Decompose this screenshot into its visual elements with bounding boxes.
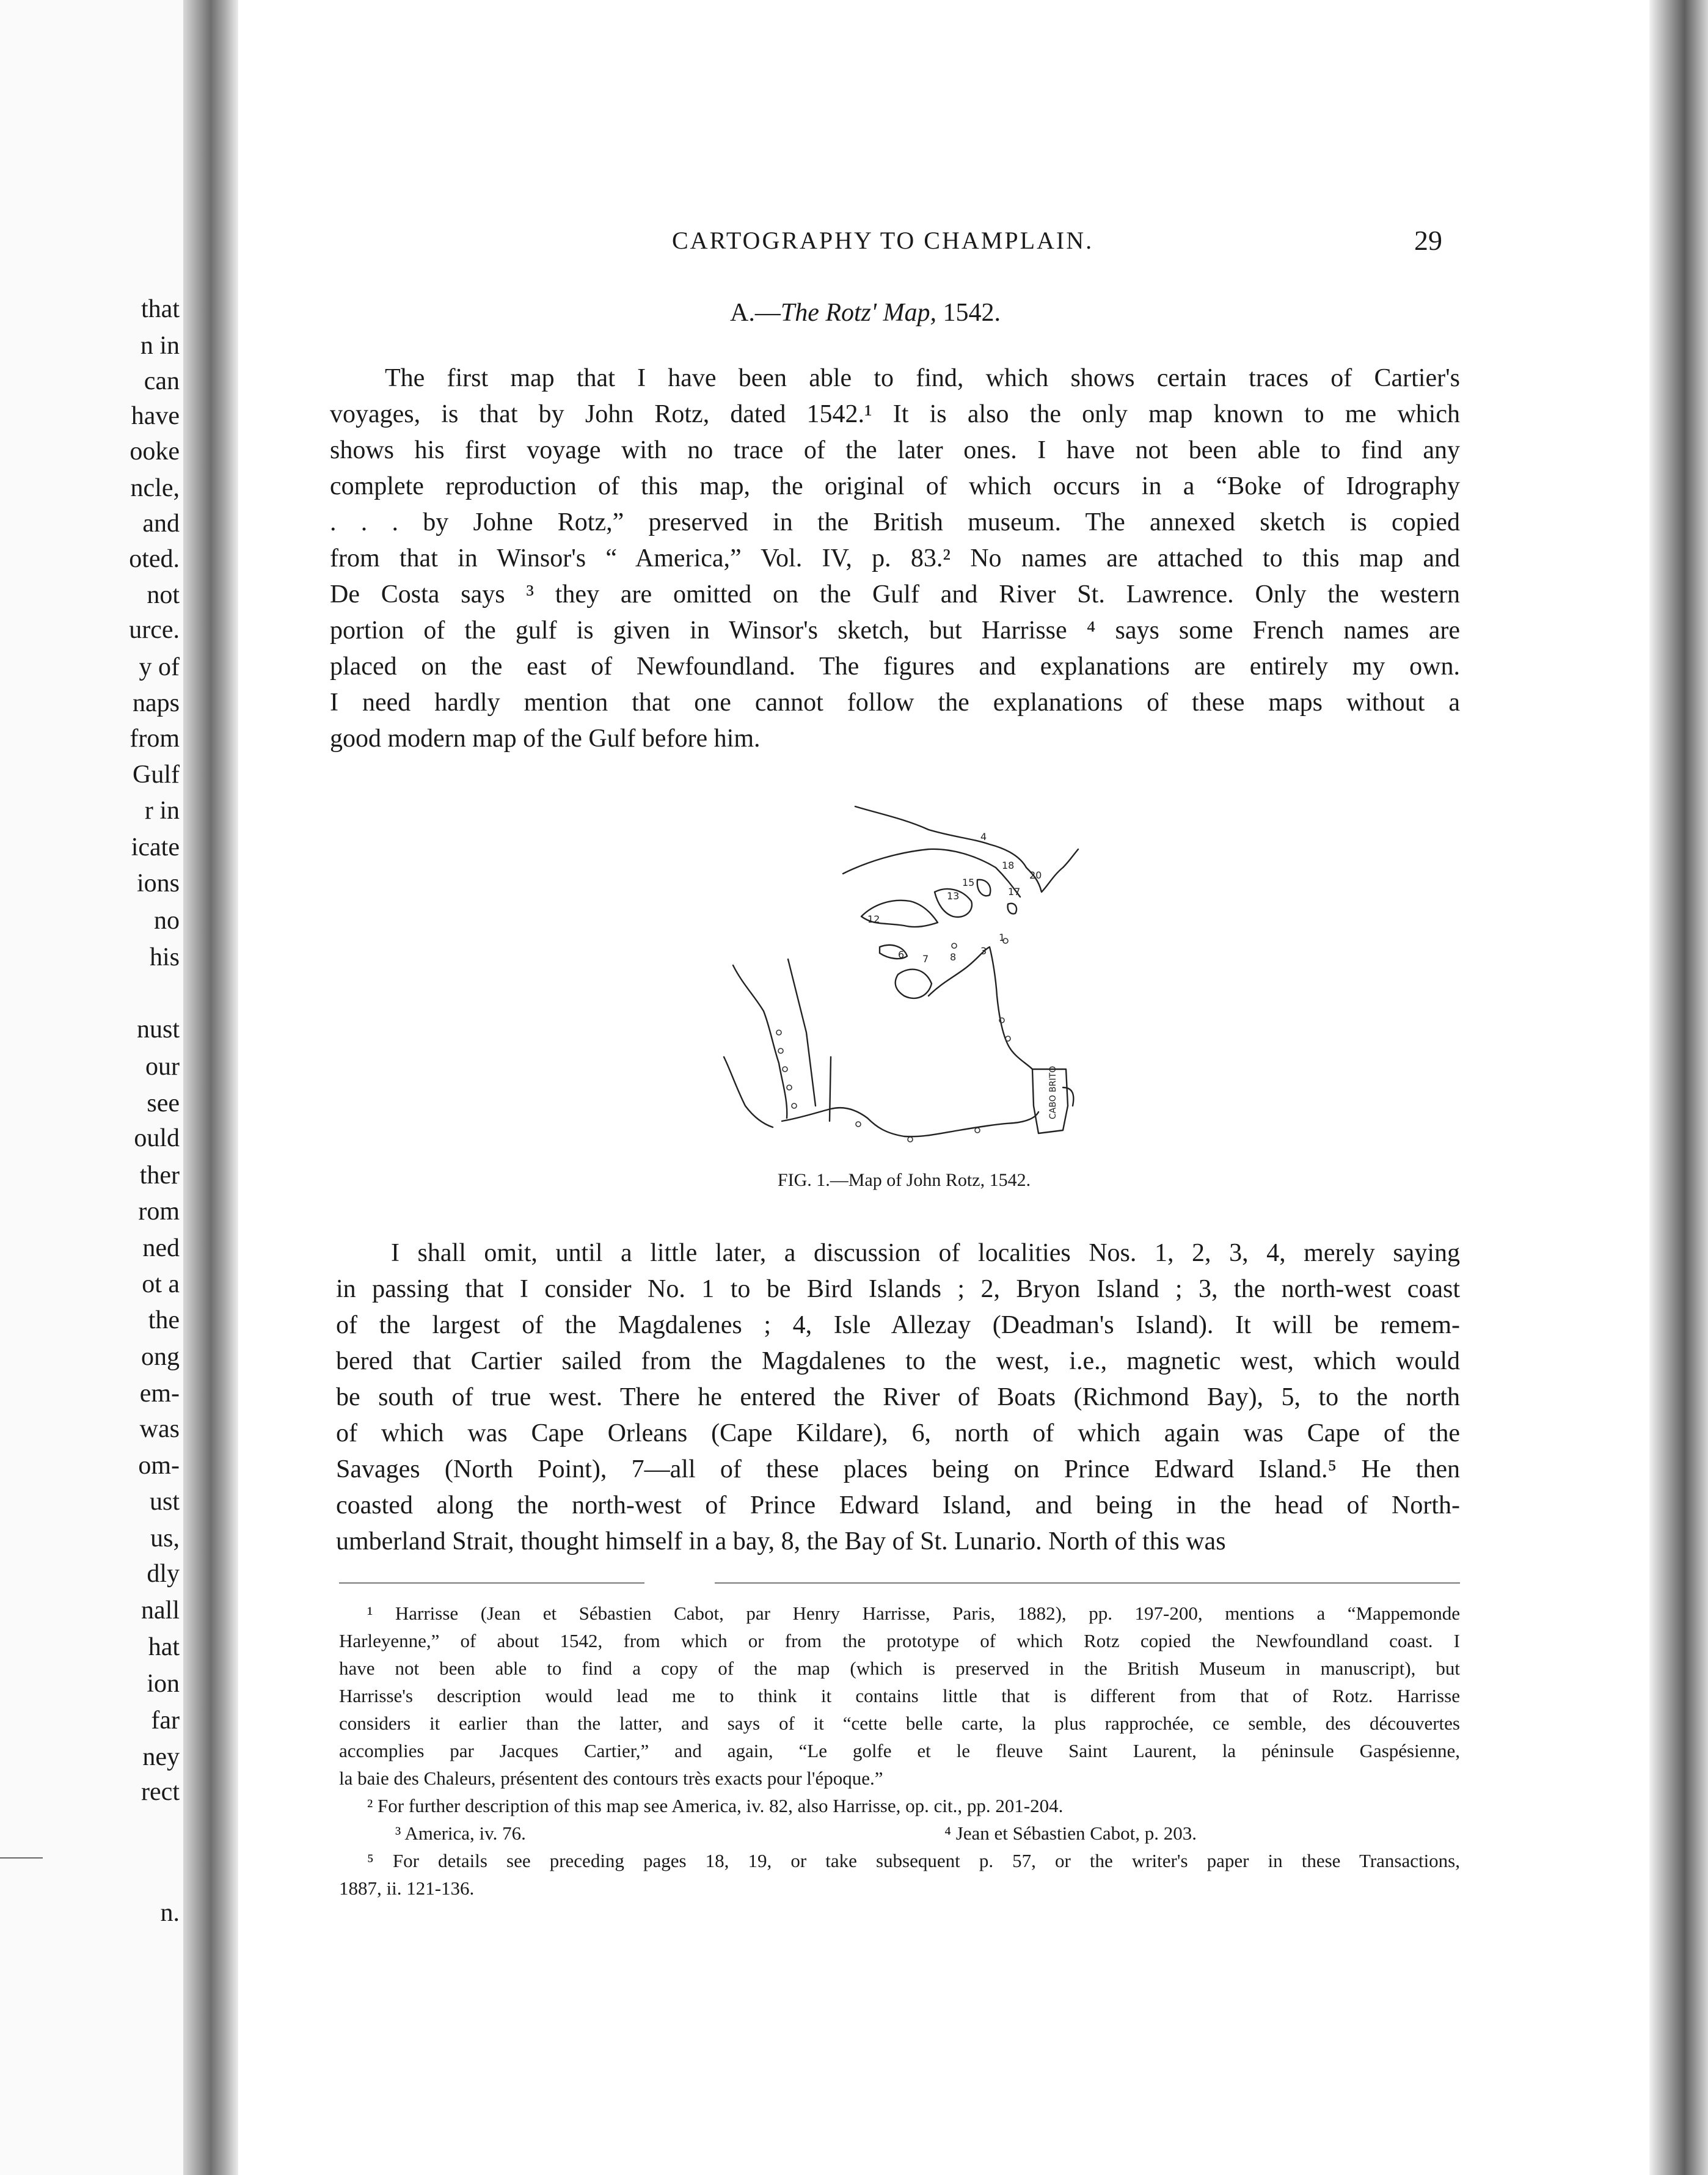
left-page-text-fragment: from <box>130 725 180 753</box>
footnote-line: Harleyenne,” of about 1542, from which or from the prototype of which Rotz copied the Newfoundland coast. I <box>339 1630 1460 1651</box>
figure-caption: FIG. 1.—Map of John Rotz, 1542. <box>777 1170 1031 1190</box>
left-page-text-fragment: icate <box>131 833 180 861</box>
text-line: portion of the gulf is given in Winsor's sketch, but Harrisse ⁴ says some French names are <box>330 616 1460 645</box>
left-page-text-fragment: urce. <box>129 616 180 644</box>
left-page-fragment <box>0 0 183 2175</box>
page-number: 29 <box>1414 225 1442 256</box>
paragraph-intro <box>330 360 1460 757</box>
left-page-text-fragment: n in <box>140 332 180 360</box>
text-line: from that in Winsor's “ America,” Vol. IV, p. 83.² No names are attached to this map and <box>330 544 1460 572</box>
text-line: be south of true west. There he entered the River of Boats (Richmond Bay), 5, to the north <box>336 1383 1460 1411</box>
map-label-7: 7 <box>922 953 929 965</box>
left-page-text-fragment: the <box>148 1306 180 1334</box>
map-label-12: 12 <box>867 913 880 925</box>
section-heading <box>730 298 1001 327</box>
map-label-cabo-brito: CABO BRITO <box>1048 1066 1058 1119</box>
left-page-text-fragment: ould <box>134 1124 180 1152</box>
left-page-text-fragment: oted. <box>129 545 180 573</box>
left-page-text-fragment: can <box>144 367 180 395</box>
left-page-text-fragment: not <box>147 581 180 609</box>
map-label-1: 1 <box>999 932 1005 943</box>
left-page-text-fragment: r in <box>144 797 180 825</box>
book-page <box>238 0 1649 2175</box>
footnote-line: ⁵ For details see preceding pages 18, 19, or take subsequent p. 57, or the writer's paper in these Transactions, <box>367 1850 1460 1871</box>
map-label-20: 20 <box>1029 869 1042 881</box>
map-label-15: 15 <box>962 877 975 888</box>
footnote-line: have not been able to find a copy of the map (which is preserved in the British Museum in manuscript), but <box>339 1658 1460 1679</box>
text-line: I shall omit, until a little later, a discussion of localities Nos. 1, 2, 3, 4, merely saying <box>391 1239 1460 1267</box>
footnote-rule-right <box>715 1582 1460 1584</box>
left-page-text-fragment: rom <box>138 1197 180 1226</box>
text-line: voyages, is that by John Rotz, dated 1542.¹ It is also the only map known to me which <box>330 400 1460 428</box>
left-page-text-fragment: nall <box>141 1596 180 1625</box>
left-page-text-fragment: em- <box>139 1380 180 1408</box>
book-gutter <box>183 0 238 2175</box>
footnote-line: accomplies par Jacques Cartier,” and again, “Le golfe et le fleuve Saint Laurent, la péninsule Gaspésienne, <box>339 1740 1460 1761</box>
running-title: CARTOGRAPHY TO CHAMPLAIN. <box>672 227 1094 254</box>
left-page-text-fragment: ust <box>149 1488 180 1516</box>
paragraph-localities <box>336 1235 1460 1560</box>
left-page-text-fragment: far <box>151 1706 180 1735</box>
footnote-line: considers it earlier than the latter, and says of it “cette belle carte, la plus rapprochée, ce semble, des découvertes <box>339 1713 1460 1734</box>
left-page-text-fragment: naps <box>133 689 180 717</box>
left-page-text-fragment: ther <box>139 1161 180 1190</box>
left-page-text-fragment: ned <box>142 1234 180 1262</box>
left-page-text-fragment: nust <box>136 1015 180 1044</box>
text-line: The first map that I have been able to find, which shows certain traces of Cartier's <box>385 364 1460 392</box>
section-year: 1542. <box>936 299 1001 327</box>
left-page-text-fragment: ney <box>142 1743 180 1771</box>
text-line: umberland Strait, thought himself in a bay, 8, the Bay of St. Lunario. North of this was <box>336 1527 1226 1555</box>
left-page-text-fragment: rect <box>141 1778 180 1806</box>
text-line: bered that Cartier sailed from the Magdalenes to the west, i.e., magnetic west, which would <box>336 1347 1460 1375</box>
text-line: of the largest of the Magdalenes ; 4, Isle Allezay (Deadman's Island). It will be remem- <box>336 1311 1460 1339</box>
section-prefix: A.— <box>730 299 781 327</box>
rotz-map-figure <box>721 800 1087 1161</box>
left-page-text-fragment: ot a <box>142 1270 180 1298</box>
footnote-line: Harrisse's description would lead me to think it contains little that is different from that of Rotz. Harrisse <box>339 1685 1460 1706</box>
left-page-text-fragment: us, <box>150 1524 180 1552</box>
text-line: in passing that I consider No. 1 to be Bird Islands ; 2, Bryon Island ; 3, the north-west coast <box>336 1275 1460 1303</box>
footnote-1 <box>339 1599 1460 1792</box>
map-label-8: 8 <box>950 951 957 963</box>
left-page-text-fragment: see <box>147 1089 180 1117</box>
left-page-text-fragment: Gulf <box>133 761 180 789</box>
map-label-17: 17 <box>1008 886 1021 897</box>
left-page-text-fragment: ion <box>147 1670 180 1698</box>
left-page-text-fragment: no <box>154 907 180 935</box>
left-page-text-fragment: ooke <box>130 437 180 466</box>
text-line: I need hardly mention that one cannot follow the explanations of these maps without a <box>330 689 1460 717</box>
left-page-text-fragment: hat <box>148 1633 180 1661</box>
text-line: Savages (North Point), 7—all of these places being on Prince Edward Island.⁵ He then <box>336 1455 1460 1483</box>
text-line: of which was Cape Orleans (Cape Kildare), 6, north of which again was Cape of the <box>336 1419 1460 1447</box>
left-page-text-fragment: om- <box>138 1452 180 1480</box>
left-page-text-fragment: and <box>142 510 180 538</box>
rotz-map-sketch <box>721 800 1087 1161</box>
left-page-rule <box>0 1857 43 1859</box>
footnote-line: la baie des Chaleurs, présentent des contours très exacts pour l'époque.” <box>339 1767 883 1789</box>
left-page-text-fragment: dly <box>147 1560 180 1588</box>
footnote-line: ¹ Harrisse (Jean et Sébastien Cabot, par Henry Harrisse, Paris, 1882), pp. 197-200, mentions a “Mappemonde <box>367 1603 1460 1624</box>
left-page-text-fragment: ncle, <box>130 474 180 502</box>
footnote-4: ⁴ Jean et Sébastien Cabot, p. 203. <box>944 1822 1197 1844</box>
left-page-text-fragment: n. <box>160 1899 180 1927</box>
text-line: De Costa says ³ they are omitted on the Gulf and River St. Lawrence. Only the western <box>330 580 1460 609</box>
left-page-text-fragment: that <box>141 295 180 323</box>
footnotes <box>339 1599 1460 1902</box>
footnote-line: 1887, ii. 121-136. <box>339 1877 475 1899</box>
map-label-13: 13 <box>947 890 960 902</box>
page-edge <box>1649 0 1708 2175</box>
footnote-3-4-row <box>339 1819 1460 1847</box>
left-page-text-fragment: his <box>149 943 180 971</box>
text-line: complete reproduction of this map, the original of which occurs in a “Boke of Idrography <box>330 472 1460 500</box>
text-line: . . . by Johne Rotz,” preserved in the British museum. The annexed sketch is copied <box>330 508 1460 536</box>
left-page-text-fragment: ions <box>136 869 180 897</box>
text-line: good modern map of the Gulf before him. <box>330 725 761 753</box>
section-title-italic: The Rotz' Map, <box>780 299 936 327</box>
map-label-4: 4 <box>980 831 987 843</box>
map-label-3: 3 <box>980 945 987 957</box>
text-line: placed on the east of Newfoundland. The figures and explanations are entirely my own. <box>330 652 1460 681</box>
map-label-6: 6 <box>898 949 905 960</box>
text-line: coasted along the north-west of Prince Edward Island, and being in the head of North- <box>336 1491 1460 1519</box>
footnote-rule-left <box>339 1582 644 1584</box>
footnote-3: ³ America, iv. 76. <box>395 1822 526 1844</box>
left-page-text-fragment: ong <box>141 1343 180 1371</box>
map-label-18: 18 <box>1002 860 1015 871</box>
left-page-text-fragment: our <box>145 1053 180 1081</box>
left-page-text-fragment: was <box>139 1415 180 1443</box>
left-page-text-fragment: y of <box>139 653 180 681</box>
footnote-2: ² For further description of this map see America, iv. 82, also Harrisse, op. cit., pp. 201-204. <box>367 1795 1064 1816</box>
text-line: shows his first voyage with no trace of the later ones. I have not been able to find any <box>330 436 1460 464</box>
left-page-text-fragment: have <box>131 402 180 430</box>
footnote-5 <box>339 1847 1460 1902</box>
